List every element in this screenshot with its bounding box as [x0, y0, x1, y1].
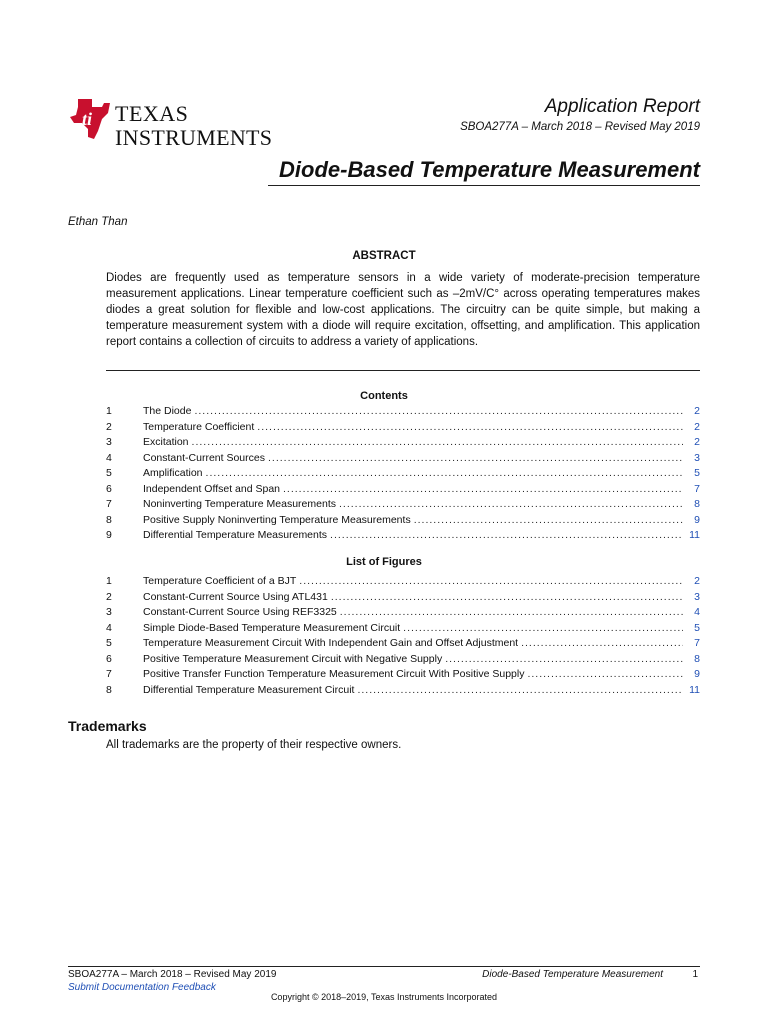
abstract-body: Diodes are frequently used as temperature sensors in a wide variety of moderate-precision temperature measurement applications. Linear temperature coefficient such as –2mV/C° across operating temperatures makes diodes a great solution for flexible and low-cost applications. The circuitry can be quite simple, but making a temperature measurement system with a diode will require excitation, offsetting, and amplification. This application report contains a collection of circuits to address a variety of applications.	[106, 272, 700, 348]
toc-entry-page-link[interactable]: 8	[694, 498, 700, 510]
toc-entry-title: Independent Offset and Span	[143, 482, 281, 495]
toc-entry-title: Amplification	[143, 467, 203, 479]
toc-leader-dots	[330, 528, 683, 544]
ti-logo	[68, 97, 273, 150]
toc-entry-number: 2	[106, 420, 112, 433]
toc-leader-dots	[403, 621, 683, 637]
toc-entry[interactable]	[106, 636, 700, 652]
toc-entry[interactable]	[106, 466, 700, 482]
toc-leader-dots	[340, 605, 683, 621]
footer-doc-id: SBOA277A – March 2018 – Revised May 2019	[68, 969, 277, 980]
toc-entry-number: 6	[106, 652, 112, 665]
toc-entry-title: Constant-Current Source Using REF3325	[143, 606, 337, 618]
toc-entry-number: 4	[106, 451, 112, 464]
toc-entry-page-link[interactable]: 7	[694, 482, 700, 495]
toc-entry[interactable]	[106, 513, 700, 529]
toc-entry[interactable]	[106, 451, 700, 467]
toc-entry-title: Simple Diode-Based Temperature Measurement Circuit	[143, 621, 401, 634]
toc-entry-title: Differential Temperature Measurements	[143, 529, 328, 541]
page-title: Diode-Based Temperature Measurement	[279, 157, 700, 182]
toc-entry-page-link[interactable]: 2	[694, 436, 700, 448]
toc-leader-dots	[414, 513, 683, 529]
toc-entry-number: 4	[106, 621, 112, 634]
toc-entry-page-link[interactable]: 11	[689, 683, 700, 696]
toc-entry[interactable]	[106, 528, 700, 544]
footer-title: Diode-Based Temperature Measurement	[482, 969, 663, 980]
toc-entry-number: 1	[106, 575, 112, 587]
toc-entry[interactable]	[106, 590, 700, 606]
feedback-link[interactable]: Submit Documentation Feedback	[68, 982, 216, 993]
toc-entry-title: Constant-Current Sources	[143, 451, 265, 464]
toc-entry-title: Constant-Current Source Using ATL431	[143, 590, 328, 603]
toc-leader-dots	[194, 404, 683, 420]
toc-entry-title: Positive Transfer Function Temperature Measurement Circuit With Positive Supply	[143, 668, 525, 680]
toc-entry-number: 2	[106, 590, 112, 603]
toc-entry-page-link[interactable]: 3	[694, 590, 700, 603]
toc-entry-number: 1	[106, 405, 112, 417]
toc-entry-number: 9	[106, 529, 112, 541]
toc-entry-number: 6	[106, 482, 112, 495]
doc-id: SBOA277A – March 2018 – Revised May 2019	[460, 121, 700, 133]
toc-entry-number: 5	[106, 637, 112, 649]
company-line1: TEXAS	[115, 101, 189, 126]
ti-wordmark	[115, 103, 272, 149]
toc-entry[interactable]	[106, 621, 700, 637]
toc-entry-title: The Diode	[143, 405, 192, 417]
toc-entry-number: 7	[106, 498, 112, 510]
title-divider	[268, 185, 700, 186]
toc-entry[interactable]	[106, 652, 700, 668]
figures-list	[106, 574, 700, 698]
toc-entry-page-link[interactable]: 2	[694, 575, 700, 587]
toc-entry-title: Excitation	[143, 436, 189, 448]
toc-entry-number: 8	[106, 683, 112, 696]
toc-leader-dots	[527, 667, 683, 683]
toc-leader-dots	[206, 466, 683, 482]
abstract-heading: ABSTRACT	[352, 250, 416, 262]
toc-leader-dots	[445, 652, 683, 668]
toc-entry-number: 3	[106, 436, 112, 448]
svg-text:ti: ti	[82, 109, 93, 129]
toc-entry-number: 8	[106, 513, 112, 526]
toc-entry[interactable]	[106, 404, 700, 420]
contents-list	[106, 404, 700, 544]
author: Ethan Than	[68, 216, 128, 228]
toc-entry[interactable]	[106, 574, 700, 590]
toc-leader-dots	[299, 574, 683, 590]
toc-entry-page-link[interactable]: 3	[694, 451, 700, 464]
toc-entry-page-link[interactable]: 5	[694, 621, 700, 634]
trademarks-heading: Trademarks	[68, 718, 147, 734]
toc-leader-dots	[339, 497, 683, 513]
toc-entry-page-link[interactable]: 2	[694, 405, 700, 417]
toc-entry-page-link[interactable]: 11	[689, 529, 700, 541]
footer-divider	[68, 966, 700, 967]
toc-leader-dots	[283, 482, 683, 498]
toc-entry-page-link[interactable]: 2	[694, 420, 700, 433]
toc-entry-page-link[interactable]: 5	[694, 467, 700, 479]
toc-entry-page-link[interactable]: 9	[694, 668, 700, 680]
toc-leader-dots	[257, 420, 683, 436]
toc-entry[interactable]	[106, 497, 700, 513]
ti-state-icon	[68, 97, 112, 141]
toc-entry[interactable]	[106, 667, 700, 683]
toc-entry-page-link[interactable]: 4	[694, 606, 700, 618]
toc-entry-title: Temperature Measurement Circuit With Independent Gain and Offset Adjustment	[143, 637, 519, 649]
figures-heading: List of Figures	[346, 556, 422, 568]
company-line2: INSTRUMENTS	[115, 125, 273, 150]
toc-entry[interactable]	[106, 605, 700, 621]
toc-leader-dots	[521, 636, 683, 652]
toc-leader-dots	[357, 683, 683, 699]
toc-entry-title: Positive Supply Noninverting Temperature Measurements	[143, 513, 411, 526]
toc-entry-title: Noninverting Temperature Measurements	[143, 498, 336, 510]
toc-entry[interactable]	[106, 683, 700, 699]
contents-heading: Contents	[360, 390, 408, 402]
toc-entry-title: Temperature Coefficient	[143, 420, 255, 433]
toc-entry-title: Positive Temperature Measurement Circuit with Negative Supply	[143, 652, 443, 665]
toc-entry-page-link[interactable]: 9	[694, 513, 700, 526]
toc-leader-dots	[192, 435, 683, 451]
toc-entry[interactable]	[106, 482, 700, 498]
toc-leader-dots	[268, 451, 683, 467]
page-number: 1	[692, 969, 698, 980]
toc-entry-title: Differential Temperature Measurement Circuit	[143, 683, 355, 696]
abstract-divider	[106, 370, 700, 371]
toc-entry-title: Temperature Coefficient of a BJT	[143, 575, 297, 587]
toc-entry-page-link[interactable]: 8	[694, 652, 700, 665]
toc-entry-number: 3	[106, 606, 112, 618]
toc-entry[interactable]	[106, 420, 700, 436]
doc-type: Application Report	[544, 96, 700, 117]
toc-leader-dots	[331, 590, 683, 606]
toc-entry[interactable]	[106, 435, 700, 451]
toc-entry-number: 7	[106, 668, 112, 680]
toc-entry-number: 5	[106, 467, 112, 479]
toc-entry-page-link[interactable]: 7	[694, 637, 700, 649]
copyright: Copyright © 2018–2019, Texas Instruments Incorporated	[270, 992, 498, 1002]
trademarks-body: All trademarks are the property of their respective owners.	[106, 739, 402, 751]
